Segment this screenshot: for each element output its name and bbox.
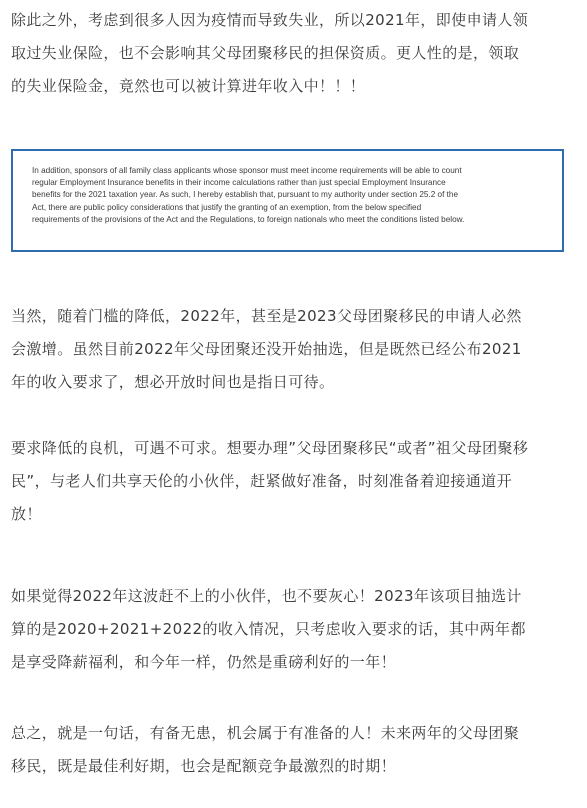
text-line: 取过失业保险，也不会影响其父母团聚移民的担保资质。更人性的是，领取: [11, 44, 520, 62]
quote-line: In addition, sponsors of all family class applicants whose sponsor must meet income requirements will be able to count: [32, 166, 462, 175]
text-line: 的失业保险金，竟然也可以被计算进年收入中！！！: [11, 77, 366, 95]
policy-quote-box: [11, 149, 564, 252]
paragraph-unemployment-insurance: [11, 4, 577, 103]
text-line: 除此之外，考虑到很多人因为疫情而导致失业，所以2021年，即使申请人领: [11, 11, 529, 29]
text-line: 年的收入要求了，想必开放时间也是指日可待。: [11, 373, 335, 391]
paragraph-2023-outlook: [11, 580, 577, 679]
text-line: 会激增。虽然目前2022年父母团聚还没开始抽选，但是既然已经公布2021: [11, 340, 522, 358]
text-line: 如果觉得2022年这波赶不上的小伙伴，也不要灰心！2023年该项目抽选计: [11, 587, 522, 605]
quote-line: regular Employment Insurance benefits in their income calculations rather than just special Employment Insurance: [32, 178, 446, 188]
paragraph-applicant-surge: [11, 300, 577, 399]
text-line: 是享受降薪福利，和今年一样，仍然是重磅利好的一年！: [11, 653, 397, 671]
text-line: 总之，就是一句话，有备无患，机会属于有准备的人！未来两年的父母团聚: [11, 724, 520, 742]
paragraph-conclusion: [11, 717, 577, 783]
quote-line: requirements of the provisions of the Act and the Regulations, to foreign nationals who meet the conditions listed below.: [32, 214, 465, 224]
text-line: 要求降低的良机，可遇不可求。想要办理”父母团聚移民“或者”祖父母团聚移: [11, 439, 529, 457]
quote-line: Act, there are public policy considerations that justify the granting of an exemption, from the below specified: [32, 202, 422, 212]
text-line: 放！: [11, 505, 42, 523]
paragraph-opportunity: [11, 432, 577, 531]
quote-line: benefits for the 2021 taxation year. As such, I hereby establish that, pursuant to my authority under section 25.2 of the: [32, 190, 459, 200]
text-line: 算的是2020+2021+2022的收入情况，只考虑收入要求的话，其中两年都: [11, 620, 526, 638]
text-line: 当然，随着门槛的降低，2022年，甚至是2023父母团聚移民的申请人必然: [11, 307, 522, 325]
text-line: 民”，与老人们共享天伦的小伙伴，赶紧做好准备，时刻准备着迎接通道开: [11, 472, 512, 490]
text-line: 移民，既是最佳利好期，也会是配额竞争最激烈的时期！: [11, 757, 397, 775]
